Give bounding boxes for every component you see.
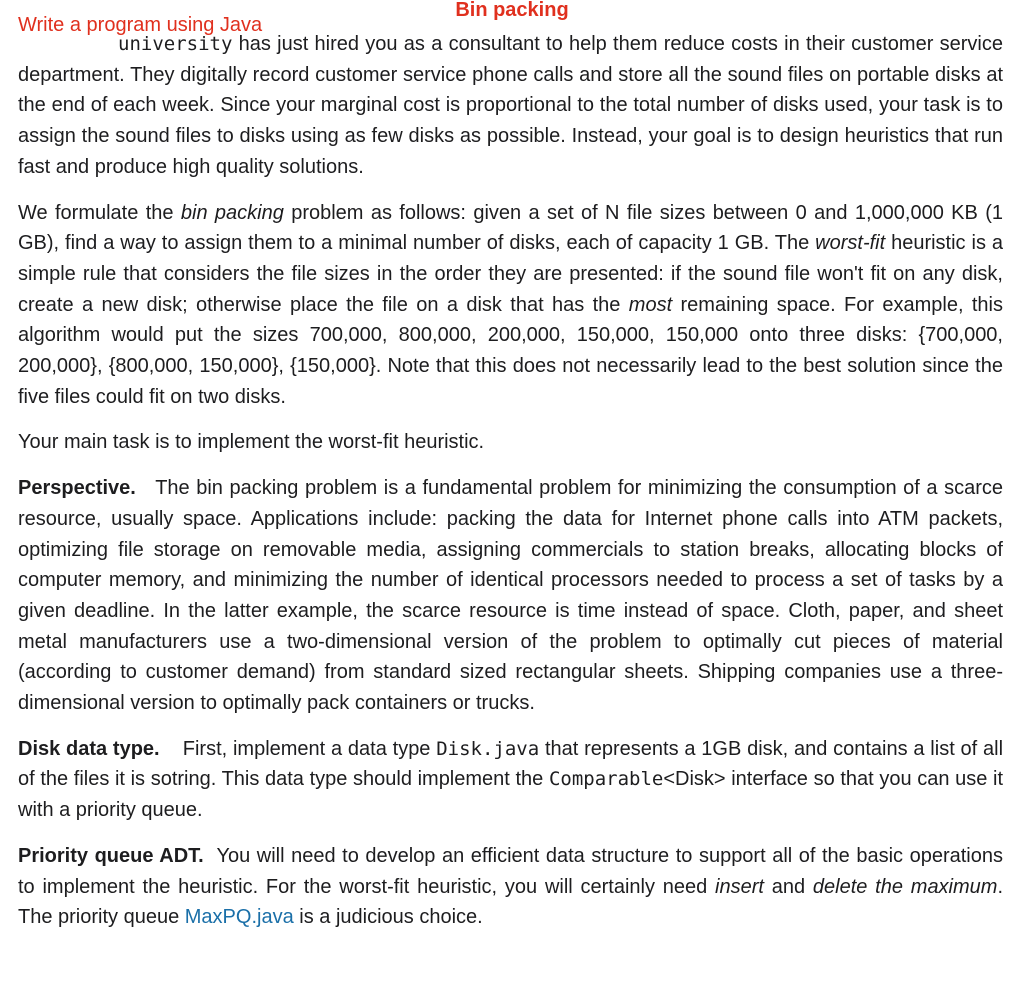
perspective-label: Perspective. (18, 477, 136, 500)
disk-text-2: that represents a 1GB disk, and contains a list of all of the files it is sotring. This data type should implement the (18, 737, 1004, 791)
disk-text-1: First, implement a data type (182, 737, 437, 760)
formulation-text-2: problem as follows: given a set of N file sizes between 0 and 1,000,000 KB (1 GB), find a way to assign them to a minimal number of disks, each of capacity 1 GB. The (18, 201, 1003, 255)
formulation-text-4: remaining space. For example, this algorithm would put the sizes 700,000, 800,000, 200,000, 150,000, 150,000 onto three disks: {700,000, 200,000}, {800,000, 150,000}, {150,000}. Note that this does not necessarily lead to the best solution since the five files could fit on two disks. (18, 293, 1004, 408)
main-task-paragraph: Your main task is to implement the worst-fit heuristic. (18, 431, 485, 454)
disk-text-3: interface so that you can use it with a priority queue. (18, 768, 1004, 822)
intro-text: has just hired you as a consultant to help them reduce costs in their customer service department. They digitally record customer service phone calls and store all the sound files on portable disks at the end of each week. Since your marginal cost is proportional to the total number of disks used, your task is to assign the sound files to disks using as few disks as possible. Instead, your goal is to design heuristics that run fast and produce high quality solutions. (18, 33, 1003, 178)
pq-text-1: You will need to develop an efficient data structure to support all of the basic operations to implement the heuristic. For the worst-fit heuristic, you will certainly need (18, 844, 1003, 898)
worst-fit-emphasis: worst-fit (815, 232, 886, 255)
perspective-paragraph (18, 473, 1003, 719)
instruction-text: Write a program using Java (18, 14, 263, 36)
perspective-text: The bin packing problem is a fundamental problem for minimizing the consumption of a scarce resource, usually space. Applications include: packing the data for Internet phone calls into ATM packets, optimizing file storage on removable media, assigning commercials to station breaks, allocating blocks of computer memory, and minimizing the number of identical processors needed to process a set of tasks by a given deadline. In the latter example, the scarce resource is time instead of space. Cloth, paper, and sheet metal manufacturers use a two-dimensional version of the problem to optimally cut pieces of material (according to customer demand) from standard sized rectangular sheets. Shipping companies use a three-dimensional version to optimally pack containers or trucks. (18, 477, 1004, 715)
formulation-text-3: heuristic is a simple rule that considers the file sizes in the order they are presented: if the sound file won't fit on any disk, create a new disk; otherwise place the file on a disk that has the (18, 232, 1003, 316)
formulation-paragraph (18, 198, 1003, 413)
pq-text-4: is a judicious choice. (293, 906, 483, 929)
formulation-text-1: We formulate the (18, 201, 181, 224)
disk-label: Disk data type. (18, 737, 160, 760)
document-body (18, 29, 1003, 948)
disk-paragraph (18, 734, 1003, 826)
intro-code-word: university (118, 33, 233, 55)
disk-java-code: Disk.java (436, 737, 540, 760)
insert-emphasis: insert (715, 875, 764, 898)
maxpq-link[interactable]: MaxPQ.java (184, 906, 294, 929)
delete-max-emphasis: delete the maximum (812, 875, 998, 898)
page-title: Bin packing (455, 0, 569, 21)
comparable-code: Comparable (548, 768, 664, 791)
pq-text-2: and (763, 875, 813, 898)
pq-label: Priority queue ADT. (18, 844, 204, 867)
pq-text-3: . The priority queue (18, 875, 1004, 929)
bin-packing-emphasis: bin packing (180, 201, 284, 224)
pq-paragraph (18, 841, 1003, 933)
most-emphasis: most (628, 293, 673, 316)
intro-paragraph (18, 29, 1003, 183)
comparable-generic: <Disk> (663, 768, 726, 791)
